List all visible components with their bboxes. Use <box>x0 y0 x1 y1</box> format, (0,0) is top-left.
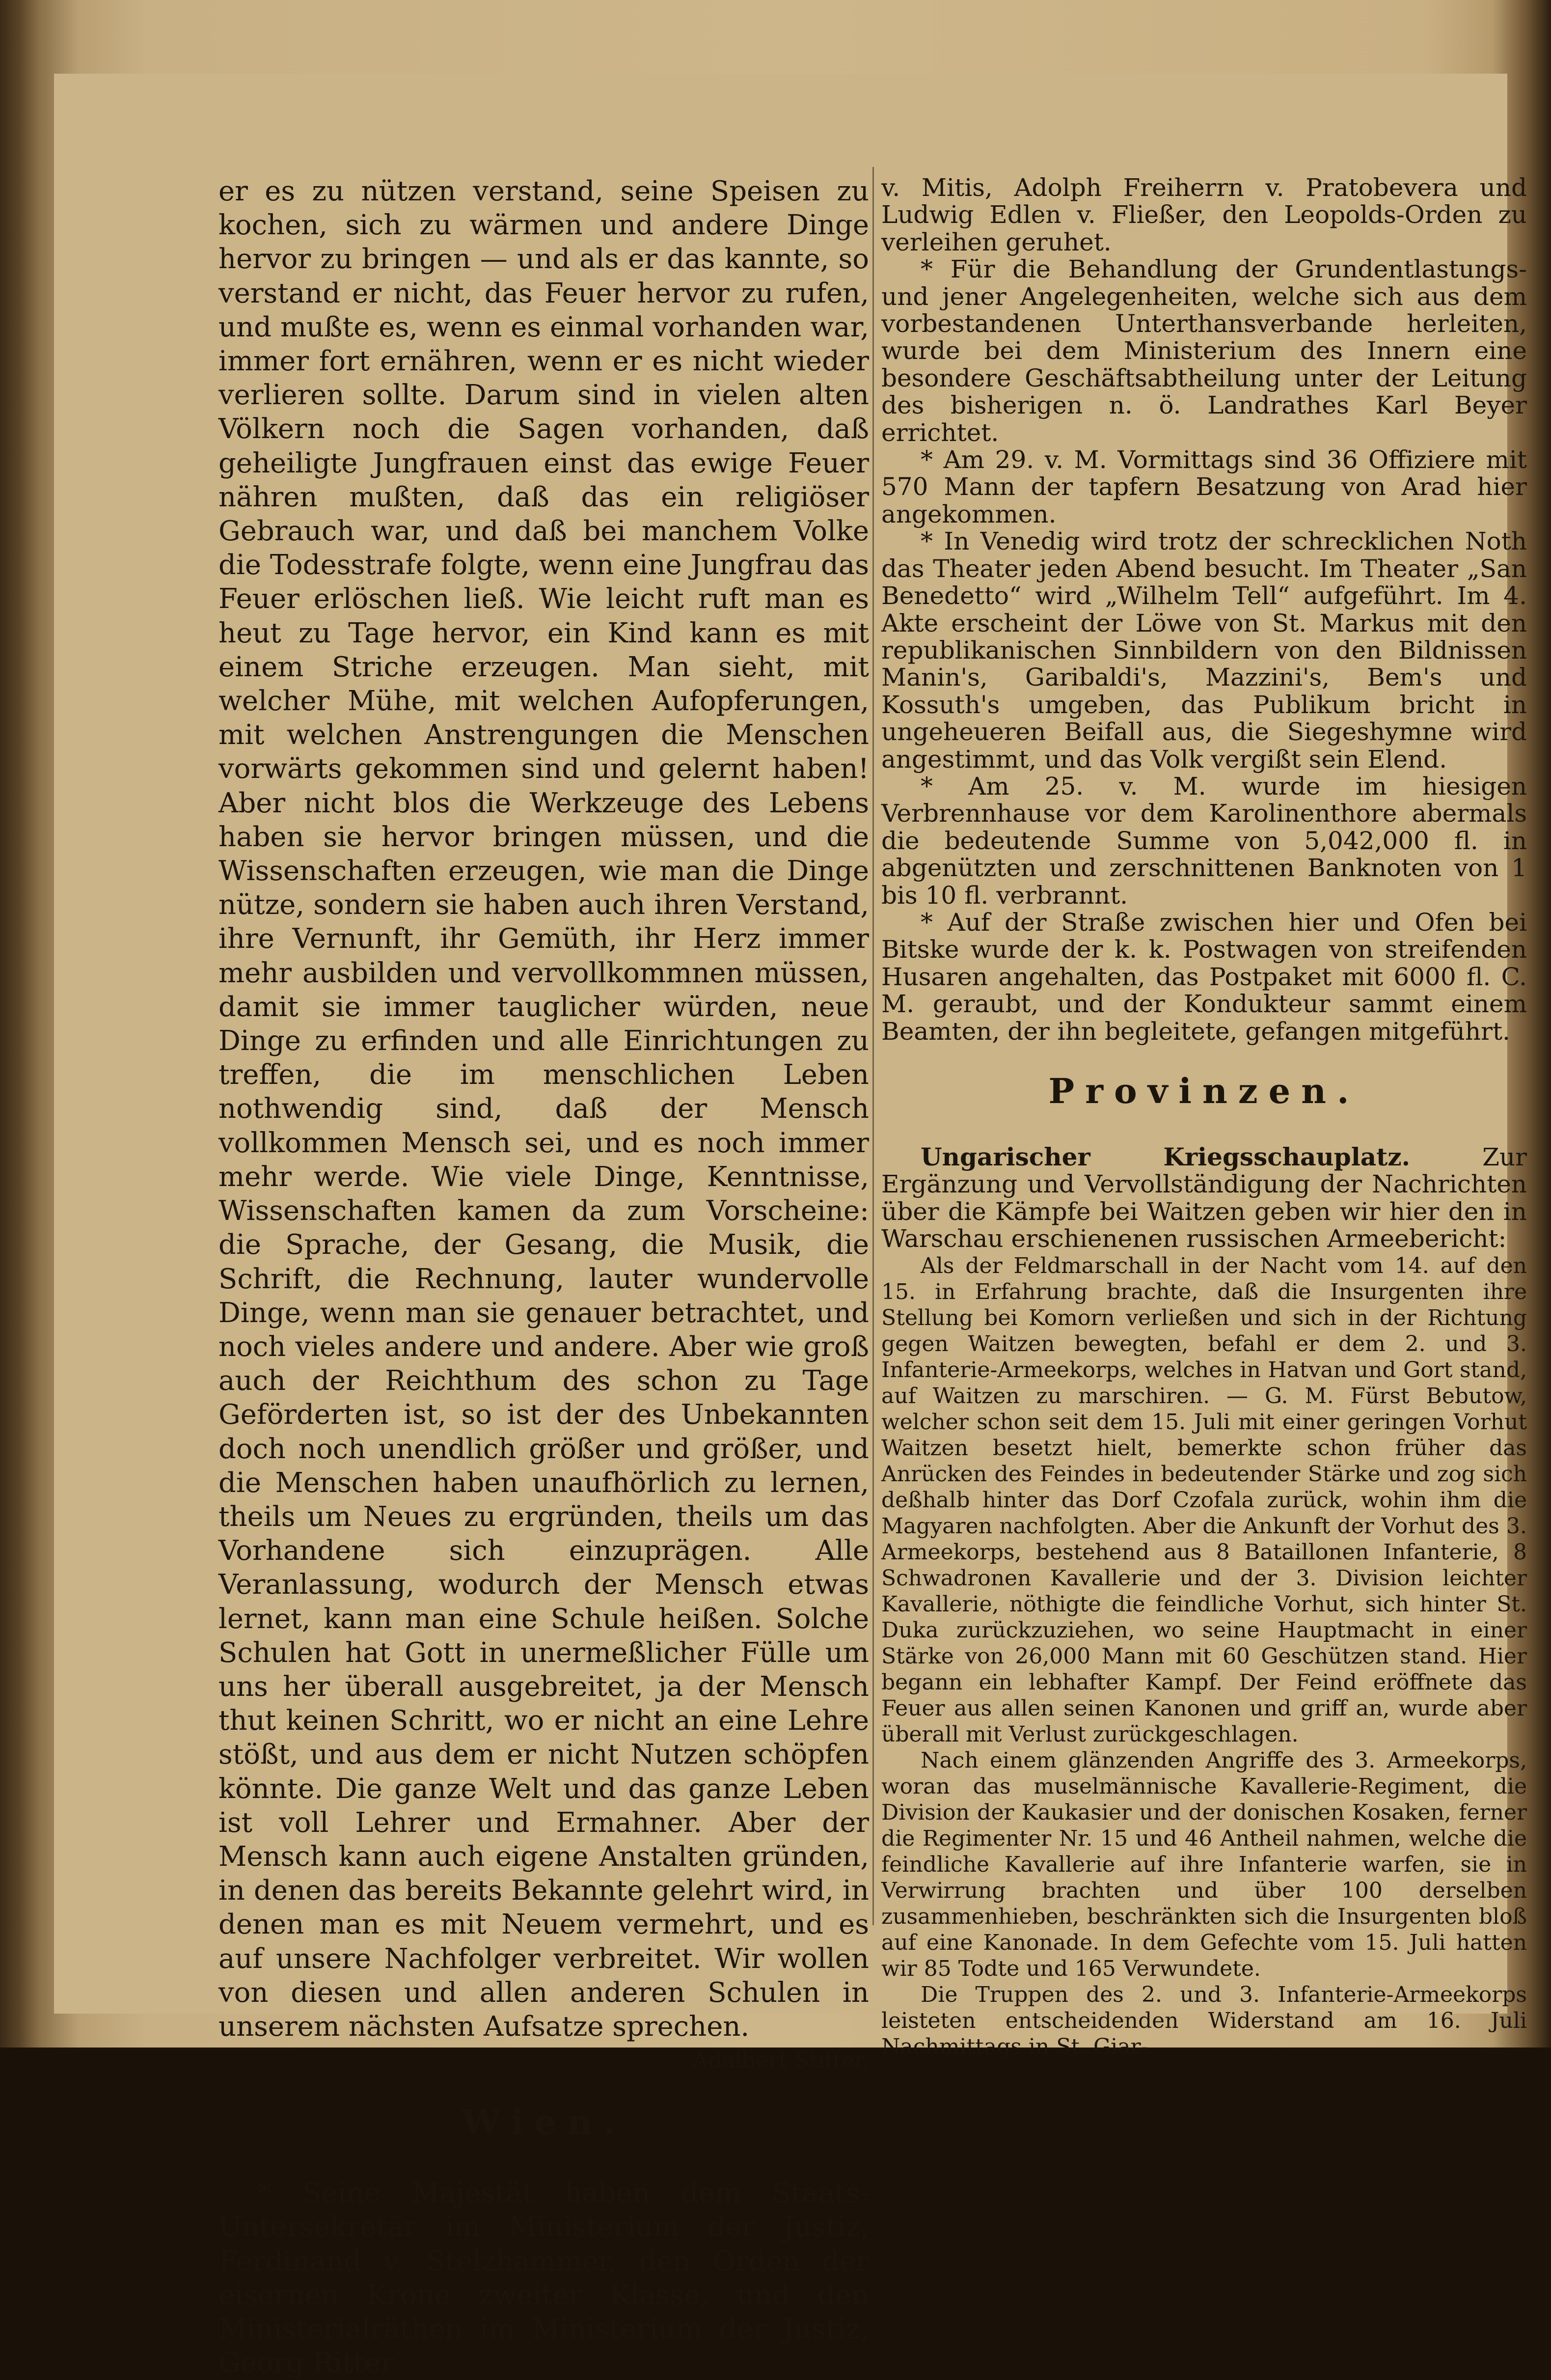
news-continuation: v. Mitis, Adolph Freiherrn v. Pratobevera und Ludwig Edlen v. Fließer, den Leopolds-Orden zu verleihen geruhet. <box>881 173 1527 256</box>
newspaper-page <box>54 74 1527 2380</box>
army-report-paragraph: Nach einem glänzenden Angriffe des 3. Armeekorps, woran das muselmännische Kavallerie-Regiment, die Division der Kaukasier und der donischen Kosaken, ferner die Regimenter Nr. 15 und 46 Antheil nahmen, welche die feindliche Kavallerie auf ihre Infanterie warfen, sie in Verwirrung brachten und über 100 derselben zusammenhieben, beschränkten sich die Insurgenten bloß auf eine Kanonade. In dem Gefechte vom 15. Juli hatten wir 85 Todte und 165 Verwundete. <box>881 1747 1527 1981</box>
news-item: * Am 29. v. M. Vormittags sind 36 Offiziere mit 570 Mann der tapfern Besatzung von Arad hier angekommen. <box>881 445 1527 528</box>
news-item: * Am 25. v. M. wurde im hiesigen Verbrennhause vor dem Karolinenthore abermals die bedeutende Summe von 5,042,000 fl. in abgenützten und zerschnittenen Banknoten von 1 bis 10 fl. verbrannt. <box>881 772 1527 910</box>
right-column <box>881 174 1527 2060</box>
army-report-paragraph: Als der Feldmarschall in der Nacht vom 14. auf den 15. in Erfahrung brachte, daß die Insurgenten ihre Stellung bei Komorn verließen und sich in der Richtung gegen Waitzen bewegten, befahl er dem 2. und 3. Infanterie-Armeekorps, welches in Hatvan und Gort stand, auf Waitzen zu marschiren. — G. M. Fürst Bebutow, welcher schon seit dem 15. Juli mit einer geringen Vorhut Waitzen besetzt hielt, bemerkte schon früher das Anrücken des Feindes in bedeutender Stärke und zog sich deßhalb hinter das Dorf Czofala zurück, wohin ihm die Magyaren nachfolgten. Aber die Ankunft der Vorhut des 3. Armeekorps, bestehend aus 8 Bataillonen Infanterie, 8 Schwadronen Kavallerie und der 3. Division leichter Kavallerie, nöthigte die feindliche Vorhut, sich hinter St. Duka zurückzuziehen, wo seine Hauptmacht in einer Stärke von 26,000 Mann mit 60 Geschützen stand. Hier begann ein lebhafter Kampf. Der Feind eröffnete das Feuer aus allen seinen Kanonen und griff an, wurde aber überall mit Verlust zurückgeschlagen. <box>881 1253 1527 1747</box>
news-item: * Für die Behandlung der Grundentlastungs- und jener Angelegenheiten, welche sich aus dem vorbestandenen Unterthansverbande herleiten, wurde bei dem Ministerium des Innern eine besondere Geschäftsabtheilung unter der Leitung des bisherigen n. ö. Landrathes Karl Beyer errichtet. <box>881 255 1527 447</box>
section-heading-wien: Wien. <box>462 2102 626 2143</box>
news-item: * Auf der Straße zwischen hier und Ofen bei Bitske wurde der k. k. Postwagen von streifenden Husaren angehalten, das Postpaket mit 6000 fl. C. M. geraubt, und der Kondukteur sammt einem Beamten, der ihn begleitete, gefangen mitgeführt. <box>881 908 1527 1046</box>
article-paragraph: er es zu nützen verstand, seine Speisen zu kochen, sich zu wärmen und andere Dinge hervor zu bringen — und als er das kannte, so verstand er nicht, das Feuer hervor zu rufen, und mußte es, wenn es einmal vorhanden war, immer fort ernähren, wenn er es nicht wieder verlieren sollte. Darum sind in vielen alten Völkern noch die Sagen vorhanden, daß geheiligte Jungfrauen einst das ewige Feuer nähren mußten, daß das ein religiöser Gebrauch war, und daß bei manchem Volke die Todesstrafe folgte, wenn eine Jungfrau das Feuer erlöschen ließ. Wie leicht ruft man es heut zu Tage hervor, ein Kind kann es mit einem Striche erzeugen. Man sieht, mit welcher Mühe, mit welchen Aufopferungen, mit welchen Anstrengungen die Menschen vorwärts gekommen sind und gelernt haben! Aber nicht blos die Werkzeuge des Lebens haben sie hervor bringen müssen, und die Wissenschaften erzeugen, wie man die Dinge nütze, sondern sie haben auch ihren Verstand, ihre Vernunft, ihr Gemüth, ihr Herz immer mehr ausbilden und vervollkommnen müssen, damit sie immer tauglicher würden, neue Dinge zu erfinden und alle Einrichtungen zu treffen, die im menschlichen Leben nothwendig sind, daß der Mensch vollkommen Mensch sei, und es noch immer mehr werde. Wie viele Dinge, Kenntnisse, Wissenschaften kamen da zum Vorscheine: die Sprache, der Gesang, die Musik, die Schrift, die Rechnung, lauter wundervolle Dinge, wenn man sie genauer betrachtet, und noch vieles andere und andere. Aber wie groß auch der Reichthum des schon zu Tage Geförderten ist, so ist der des Unbekannten doch noch unendlich größer und größer, und die Menschen haben unaufhörlich zu lernen, theils um Neues zu ergründen, theils um das Vorhandene sich einzuprägen. Alle Veranlassung, wodurch der Mensch etwas lernet, kann man eine Schule heißen. Solche Schulen hat Gott in unermeßlicher Fülle um uns her überall ausgebreitet, ja der Mensch thut keinen Schritt, wo er nicht an eine Lehre stößt, und aus dem er nicht Nutzen schöpfen könnte. Die ganze Welt und das ganze Leben ist voll Lehrer und Ermahner. Aber der Mensch kann auch eigene Anstalten gründen, in denen das bereits Bekannte gelehrt wird, in denen man es mit Neuem vermehrt, und es auf unsere Nachfolger verbreitet. Wir wollen von diesen und allen anderen Schulen in unserem nächsten Aufsatze sprechen. <box>218 175 869 2043</box>
column-divider <box>872 167 874 1925</box>
kriegsschauplatz-intro: Zur Ergänzung und Vervollständigung der Nachrichten über die Kämpfe bei Waitzen geben wir hier den in Warschau erschienenen russischen Armeebericht: <box>881 1143 1527 1253</box>
news-item: * In Venedig wird trotz der schrecklichen Noth das Theater jeden Abend besucht. Im Theater „San Benedetto“ wird „Wilhelm Tell“ aufgeführt. Im 4. Akte erscheint der Löwe von St. Markus mit den republikanischen Sinnbildern von den Bildnissen Manin's, Garibaldi's, Mazzini's, Bem's und Kossuth's umgeben, das Publikum bricht in ungeheueren Beifall aus, die Siegeshymne wird angestimmt, und das Volk vergißt sein Elend. <box>881 527 1527 774</box>
kriegsschauplatz-lead: Ungarischer Kriegsschauplatz. <box>921 1142 1411 1171</box>
army-report-paragraph: Die Truppen des 2. und 3. Infanterie-Armeekorps leisteten entscheidenden Widerstand am 16. Juli Nachmittags in St. Giar- <box>881 1982 1527 2059</box>
author-signature: Adalbert Stifter. <box>692 2048 869 2074</box>
section-heading-provinzen: Provinzen. <box>1048 1071 1360 1111</box>
left-column <box>218 174 869 2380</box>
news-item-wien: * Seine Majestät haben dem Staats-Untersekretär im Ministerium der Justiz, Ferdinand v. Stelzhammer, den Orden der eisernen Krone zweiter Klasse, und den Ministerialräthen im Ministerium der Justiz, Georg Ritter <box>218 2177 869 2380</box>
kriegsschauplatz-paragraph <box>881 1143 1527 1253</box>
